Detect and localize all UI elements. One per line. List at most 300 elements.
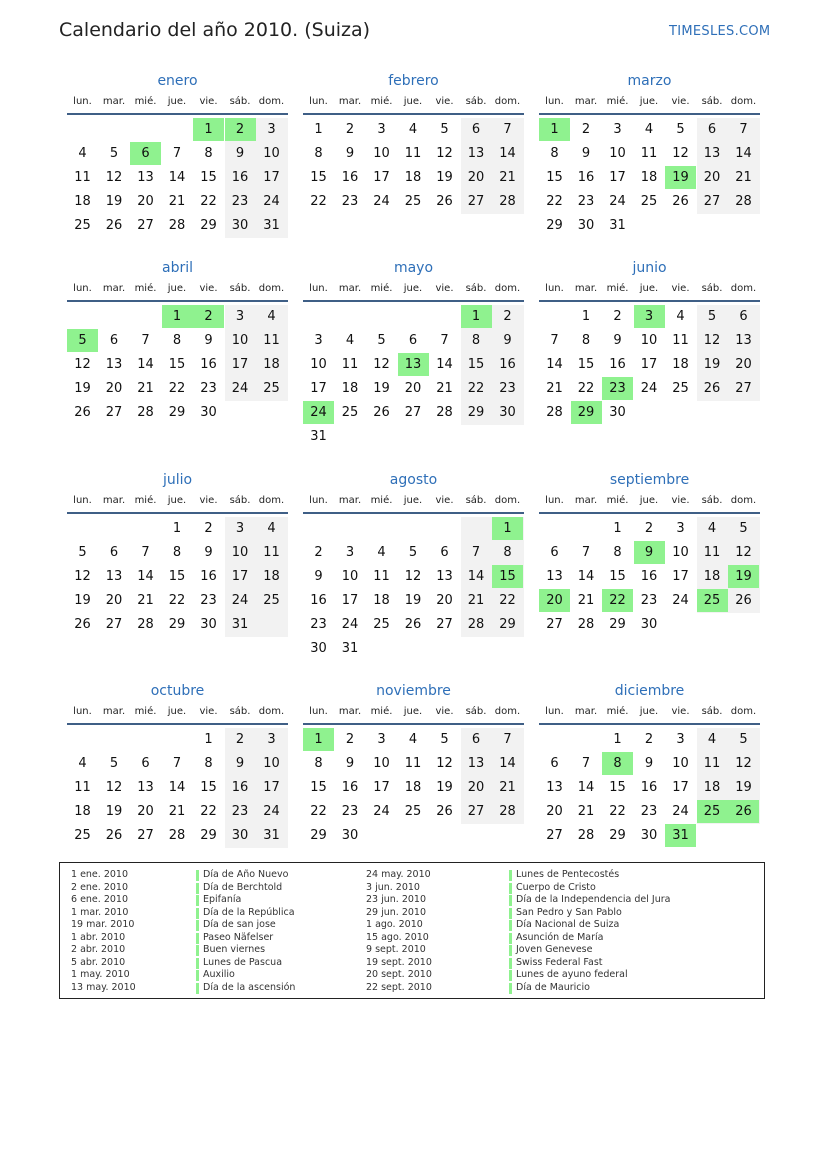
day-cell: 23 [341, 194, 359, 209]
day-cell: 13 [436, 569, 453, 584]
weekday-label: mar. [102, 495, 126, 506]
weekday-label: mié. [134, 706, 157, 717]
weekday-label: sáb. [701, 96, 723, 107]
day-cell: 3 [613, 122, 622, 137]
day-cell: 24 [231, 381, 249, 396]
day-cell: 8 [471, 333, 481, 348]
day-cell: 11 [263, 545, 280, 560]
day-cell: 18 [74, 194, 91, 209]
day-cell: 25 [263, 381, 280, 396]
holiday-name: Paseo Näfelser [203, 931, 274, 943]
day-cell: 16 [341, 780, 359, 795]
weekday-label: jue. [403, 283, 423, 294]
day-cell: 6 [471, 122, 481, 137]
day-cell: 19 [703, 357, 721, 372]
day-cell: 13 [137, 170, 154, 185]
day-cell: 23 [310, 617, 327, 632]
weekday-label: vie. [671, 96, 690, 107]
day-cell: 8 [550, 146, 559, 161]
day-cell: 11 [74, 780, 91, 795]
weekday-label: dom. [730, 706, 757, 717]
month-name: septiembre [609, 472, 690, 488]
day-cell: 7 [141, 545, 150, 560]
day-cell: 17 [672, 569, 689, 584]
holiday-marker [509, 945, 512, 956]
day-cell: 22 [546, 194, 563, 209]
holiday-day-cell: 5 [67, 329, 98, 352]
day-cell: 8 [172, 333, 182, 348]
day-cell: 28 [577, 617, 595, 632]
day-cell: 26 [672, 194, 689, 209]
day-cell: 4 [707, 732, 717, 747]
day-cell: 15 [310, 780, 327, 795]
header-rule [303, 113, 524, 115]
holiday-date: 20 sept. 2010 [366, 969, 432, 980]
holiday-marker [196, 958, 199, 969]
holiday-day-cell: 13 [398, 353, 429, 376]
day-cell: 7 [172, 756, 182, 771]
day-cell: 30 [231, 218, 249, 233]
holiday-name: Día de Mauricio [516, 981, 590, 993]
header-rule [303, 512, 524, 514]
holiday-day-cell: 2 [193, 305, 224, 328]
day-cell: 16 [200, 357, 217, 372]
day-cell: 24 [672, 593, 689, 608]
holiday-name: Día de la República [203, 906, 295, 918]
day-cell: 20 [703, 170, 721, 185]
day-cell: 10 [341, 569, 359, 584]
weekday-label: vie. [435, 96, 454, 107]
day-cell: 28 [499, 194, 516, 209]
day-cell: 11 [672, 333, 689, 348]
day-cell: 29 [310, 828, 327, 843]
weekday-label: dom. [258, 283, 285, 294]
day-cell: 14 [735, 146, 752, 161]
day-cell: 23 [231, 804, 249, 819]
day-cell: 15 [577, 357, 595, 372]
day-cell: 30 [499, 405, 516, 420]
day-cell: 26 [735, 593, 752, 608]
day-cell: 8 [503, 545, 512, 560]
weekday-label: dom. [494, 96, 521, 107]
holiday-name: Día de Año Nuevo [203, 869, 289, 880]
day-cell: 18 [703, 780, 721, 795]
holiday-date: 2 ene. 2010 [71, 881, 128, 893]
day-cell: 31 [310, 429, 327, 444]
day-cell: 18 [404, 780, 422, 795]
day-cell: 27 [735, 381, 752, 396]
day-cell: 16 [640, 780, 658, 795]
day-cell: 8 [172, 545, 182, 560]
weekday-label: sáb. [465, 283, 487, 294]
day-cell: 15 [467, 357, 485, 372]
weekday-label: jue. [167, 283, 187, 294]
day-cell: 7 [581, 545, 591, 560]
day-cell: 16 [577, 170, 595, 185]
day-cell: 29 [467, 405, 485, 420]
day-cell: 7 [471, 545, 481, 560]
day-cell: 7 [503, 732, 512, 747]
day-cell: 7 [550, 333, 559, 348]
day-cell: 29 [609, 617, 626, 632]
holiday-marker [196, 870, 199, 881]
weekday-label: dom. [494, 706, 521, 717]
day-cell: 14 [577, 780, 595, 795]
day-cell: 12 [74, 357, 91, 372]
weekday-label: vie. [435, 495, 454, 506]
holiday-day-cell: 20 [539, 589, 570, 612]
weekday-label: dom. [258, 495, 285, 506]
holiday-day-cell: 1 [162, 305, 193, 328]
weekday-label: mié. [370, 706, 393, 717]
header-rule [539, 512, 760, 514]
day-cell: 17 [310, 381, 327, 396]
day-cell: 21 [499, 170, 516, 185]
holiday-date: 19 sept. 2010 [366, 956, 432, 968]
day-cell: 12 [74, 569, 91, 584]
holiday-name: Día de san jose [203, 919, 276, 930]
weekday-label: lun. [73, 495, 92, 506]
day-cell: 19 [74, 593, 91, 608]
day-cell: 1 [581, 309, 591, 324]
weekday-label: lun. [73, 283, 92, 294]
month-name: julio [162, 472, 193, 488]
weekday-label: sáb. [701, 283, 723, 294]
holiday-marker [196, 883, 199, 894]
day-cell: 16 [609, 357, 626, 372]
day-cell: 20 [137, 804, 154, 819]
day-cell: 13 [467, 756, 485, 771]
day-cell: 2 [581, 122, 591, 137]
holiday-marker [196, 895, 199, 906]
day-cell: 28 [467, 617, 485, 632]
day-cell: 24 [672, 804, 689, 819]
weekday-label: mar. [338, 706, 362, 717]
holiday-name: Día de Berchtold [203, 881, 283, 893]
day-cell: 24 [373, 804, 390, 819]
holiday-day-cell: 8 [602, 752, 633, 775]
weekday-label: mié. [370, 283, 393, 294]
day-cell: 18 [672, 357, 689, 372]
day-cell: 19 [373, 381, 390, 396]
holiday-name: Asunción de María [516, 931, 604, 943]
day-cell: 1 [204, 732, 213, 747]
day-cell: 3 [676, 521, 685, 536]
day-cell: 25 [74, 828, 91, 843]
holiday-date: 1 mar. 2010 [71, 906, 129, 918]
day-cell: 4 [707, 521, 717, 536]
day-cell: 19 [105, 804, 123, 819]
day-cell: 10 [672, 756, 689, 771]
weekday-label: mar. [574, 96, 598, 107]
day-cell: 19 [404, 593, 422, 608]
day-cell: 26 [436, 194, 453, 209]
holiday-date: 15 ago. 2010 [366, 931, 429, 943]
weekday-label: mar. [338, 495, 362, 506]
holiday-marker [509, 983, 512, 994]
day-cell: 13 [105, 357, 123, 372]
day-cell: 27 [436, 617, 453, 632]
day-cell: 22 [609, 804, 626, 819]
day-cell: 14 [499, 146, 516, 161]
holiday-day-cell: 9 [634, 541, 665, 564]
day-cell: 28 [436, 405, 453, 420]
header-rule [539, 723, 760, 725]
day-cell: 5 [408, 545, 418, 560]
day-cell: 9 [235, 146, 245, 161]
holiday-name: Día Nacional de Suiza [516, 919, 620, 930]
day-cell: 14 [137, 357, 154, 372]
holiday-name: Lunes de Pascua [203, 956, 283, 968]
day-cell: 22 [577, 381, 595, 396]
holiday-date: 1 ene. 2010 [71, 869, 128, 880]
day-cell: 5 [377, 333, 386, 348]
day-cell: 27 [546, 828, 563, 843]
day-cell: 10 [609, 146, 626, 161]
holiday-date: 22 sept. 2010 [366, 981, 432, 993]
day-cell: 11 [404, 146, 422, 161]
page-title: Calendario del año 2010. (Suiza) [59, 19, 371, 41]
day-cell: 21 [499, 780, 516, 795]
day-cell: 29 [168, 405, 186, 420]
day-cell: 9 [235, 756, 245, 771]
header-rule [67, 723, 288, 725]
weekday-label: lun. [309, 283, 328, 294]
day-cell: 27 [137, 218, 154, 233]
day-cell: 26 [703, 381, 721, 396]
day-cell: 17 [609, 170, 626, 185]
holiday-date: 23 jun. 2010 [366, 894, 427, 905]
day-cell: 2 [613, 309, 622, 324]
weekday-label: sáb. [465, 96, 487, 107]
holiday-marker [196, 933, 199, 944]
day-cell: 5 [109, 146, 119, 161]
day-cell: 18 [404, 170, 422, 185]
day-cell: 9 [345, 756, 355, 771]
day-cell: 4 [345, 333, 355, 348]
day-cell: 21 [577, 804, 595, 819]
day-cell: 20 [105, 381, 123, 396]
day-cell: 4 [676, 309, 685, 324]
day-cell: 3 [676, 732, 685, 747]
month-name: noviembre [376, 683, 451, 699]
weekday-label: vie. [435, 283, 454, 294]
day-cell: 20 [404, 381, 422, 396]
holiday-day-cell: 3 [634, 305, 665, 328]
day-cell: 17 [231, 357, 249, 372]
day-cell: 21 [168, 194, 186, 209]
day-cell: 12 [373, 357, 390, 372]
holiday-day-cell: 23 [602, 377, 633, 400]
day-cell: 30 [200, 617, 217, 632]
weekday-label: mar. [338, 283, 362, 294]
day-cell: 23 [640, 804, 658, 819]
day-cell: 18 [640, 170, 658, 185]
day-cell: 14 [168, 170, 186, 185]
day-cell: 3 [377, 732, 386, 747]
holiday-day-cell: 1 [461, 305, 492, 328]
day-cell: 13 [546, 569, 563, 584]
day-cell: 22 [200, 804, 217, 819]
day-cell: 17 [263, 780, 280, 795]
day-cell: 5 [739, 521, 748, 536]
day-cell: 8 [204, 146, 213, 161]
day-cell: 21 [436, 381, 453, 396]
holiday-name: Epifanía [203, 894, 242, 905]
day-cell: 23 [200, 593, 217, 608]
day-cell: 6 [739, 309, 748, 324]
day-cell: 2 [345, 122, 355, 137]
day-cell: 31 [341, 641, 359, 656]
day-cell: 24 [640, 381, 658, 396]
day-cell: 3 [235, 309, 245, 324]
day-cell: 5 [676, 122, 685, 137]
holiday-day-cell: 22 [602, 589, 633, 612]
day-cell: 17 [672, 780, 689, 795]
day-cell: 1 [613, 732, 622, 747]
day-cell: 25 [640, 194, 658, 209]
day-cell: 26 [404, 617, 422, 632]
day-cell: 21 [546, 381, 563, 396]
weekday-label: jue. [639, 495, 659, 506]
day-cell: 2 [644, 521, 654, 536]
day-cell: 10 [373, 146, 390, 161]
day-cell: 10 [373, 756, 390, 771]
weekday-label: sáb. [229, 283, 251, 294]
holiday-date: 1 ago. 2010 [366, 919, 423, 930]
holiday-name: Día de la Independencia del Jura [516, 894, 671, 905]
holiday-legend [59, 862, 765, 999]
day-cell: 6 [408, 333, 418, 348]
day-cell: 23 [577, 194, 595, 209]
month-name: octubre [150, 683, 205, 699]
holiday-date: 2 abr. 2010 [71, 944, 126, 955]
day-cell: 12 [436, 756, 453, 771]
day-cell: 30 [231, 828, 249, 843]
weekday-label: sáb. [465, 706, 487, 717]
weekday-label: sáb. [229, 706, 251, 717]
day-cell: 8 [581, 333, 591, 348]
day-cell: 11 [404, 756, 422, 771]
day-cell: 18 [373, 593, 390, 608]
day-cell: 29 [200, 828, 217, 843]
day-cell: 27 [404, 405, 422, 420]
day-cell: 6 [109, 333, 119, 348]
day-cell: 4 [267, 521, 276, 536]
day-cell: 12 [105, 780, 123, 795]
holiday-day-cell: 25 [697, 589, 728, 612]
weekday-label: vie. [199, 495, 218, 506]
month-name: marzo [627, 73, 672, 89]
header-rule [539, 113, 760, 115]
day-cell: 12 [703, 333, 721, 348]
holiday-day-cell: 24 [303, 401, 334, 424]
brand-logo-text[interactable]: TIMESLES.COM [669, 24, 771, 39]
day-cell: 12 [672, 146, 689, 161]
day-cell: 3 [267, 732, 276, 747]
weekday-label: vie. [671, 706, 690, 717]
day-cell: 21 [735, 170, 752, 185]
day-cell: 22 [200, 194, 217, 209]
day-cell: 22 [310, 194, 327, 209]
holiday-date: 19 mar. 2010 [71, 919, 135, 930]
month-name: febrero [388, 73, 439, 89]
day-cell: 19 [735, 780, 752, 795]
day-cell: 21 [168, 804, 186, 819]
day-cell: 25 [672, 381, 689, 396]
holiday-name: Día de la ascensión [203, 981, 296, 993]
day-cell: 22 [499, 593, 516, 608]
holiday-marker [509, 883, 512, 894]
day-cell: 14 [546, 357, 563, 372]
day-cell: 28 [577, 828, 595, 843]
weekday-label: lun. [73, 96, 92, 107]
holiday-date: 29 jun. 2010 [366, 906, 427, 918]
day-cell: 12 [735, 545, 752, 560]
day-cell: 15 [609, 780, 626, 795]
weekday-label: vie. [435, 706, 454, 717]
day-cell: 2 [345, 732, 355, 747]
day-cell: 4 [408, 122, 418, 137]
weekday-label: jue. [167, 96, 187, 107]
weekday-label: vie. [199, 96, 218, 107]
weekday-label: vie. [199, 283, 218, 294]
holiday-marker [509, 895, 512, 906]
day-cell: 17 [640, 357, 658, 372]
day-cell: 10 [231, 333, 249, 348]
weekday-label: dom. [730, 495, 757, 506]
holiday-name: Buen viernes [203, 944, 266, 955]
day-cell: 20 [467, 170, 485, 185]
day-cell: 29 [609, 828, 626, 843]
day-cell: 5 [109, 756, 119, 771]
day-cell: 26 [436, 804, 453, 819]
holiday-day-cell: 1 [193, 118, 224, 141]
weekday-label: lun. [545, 283, 564, 294]
day-cell: 7 [739, 122, 748, 137]
day-cell: 24 [609, 194, 626, 209]
weekday-label: dom. [258, 96, 285, 107]
day-cell: 26 [105, 828, 123, 843]
day-cell: 14 [499, 756, 516, 771]
weekday-label: sáb. [229, 96, 251, 107]
day-cell: 9 [345, 146, 355, 161]
day-cell: 9 [503, 333, 512, 348]
day-cell: 12 [436, 146, 453, 161]
day-cell: 10 [263, 756, 280, 771]
day-cell: 17 [263, 170, 280, 185]
weekday-label: dom. [258, 706, 285, 717]
header-rule [67, 113, 288, 115]
day-cell: 17 [373, 780, 390, 795]
day-cell: 11 [74, 170, 91, 185]
holiday-marker [509, 870, 512, 881]
day-cell: 21 [467, 593, 485, 608]
weekday-label: lun. [309, 495, 328, 506]
day-cell: 25 [341, 405, 359, 420]
weekday-label: sáb. [701, 706, 723, 717]
day-cell: 4 [377, 545, 386, 560]
day-cell: 6 [550, 545, 559, 560]
day-cell: 28 [735, 194, 752, 209]
weekday-label: mar. [338, 96, 362, 107]
day-cell: 18 [703, 569, 721, 584]
day-cell: 7 [440, 333, 449, 348]
day-cell: 6 [471, 732, 481, 747]
day-cell: 9 [314, 569, 323, 584]
day-cell: 18 [263, 357, 280, 372]
day-cell: 10 [640, 333, 658, 348]
